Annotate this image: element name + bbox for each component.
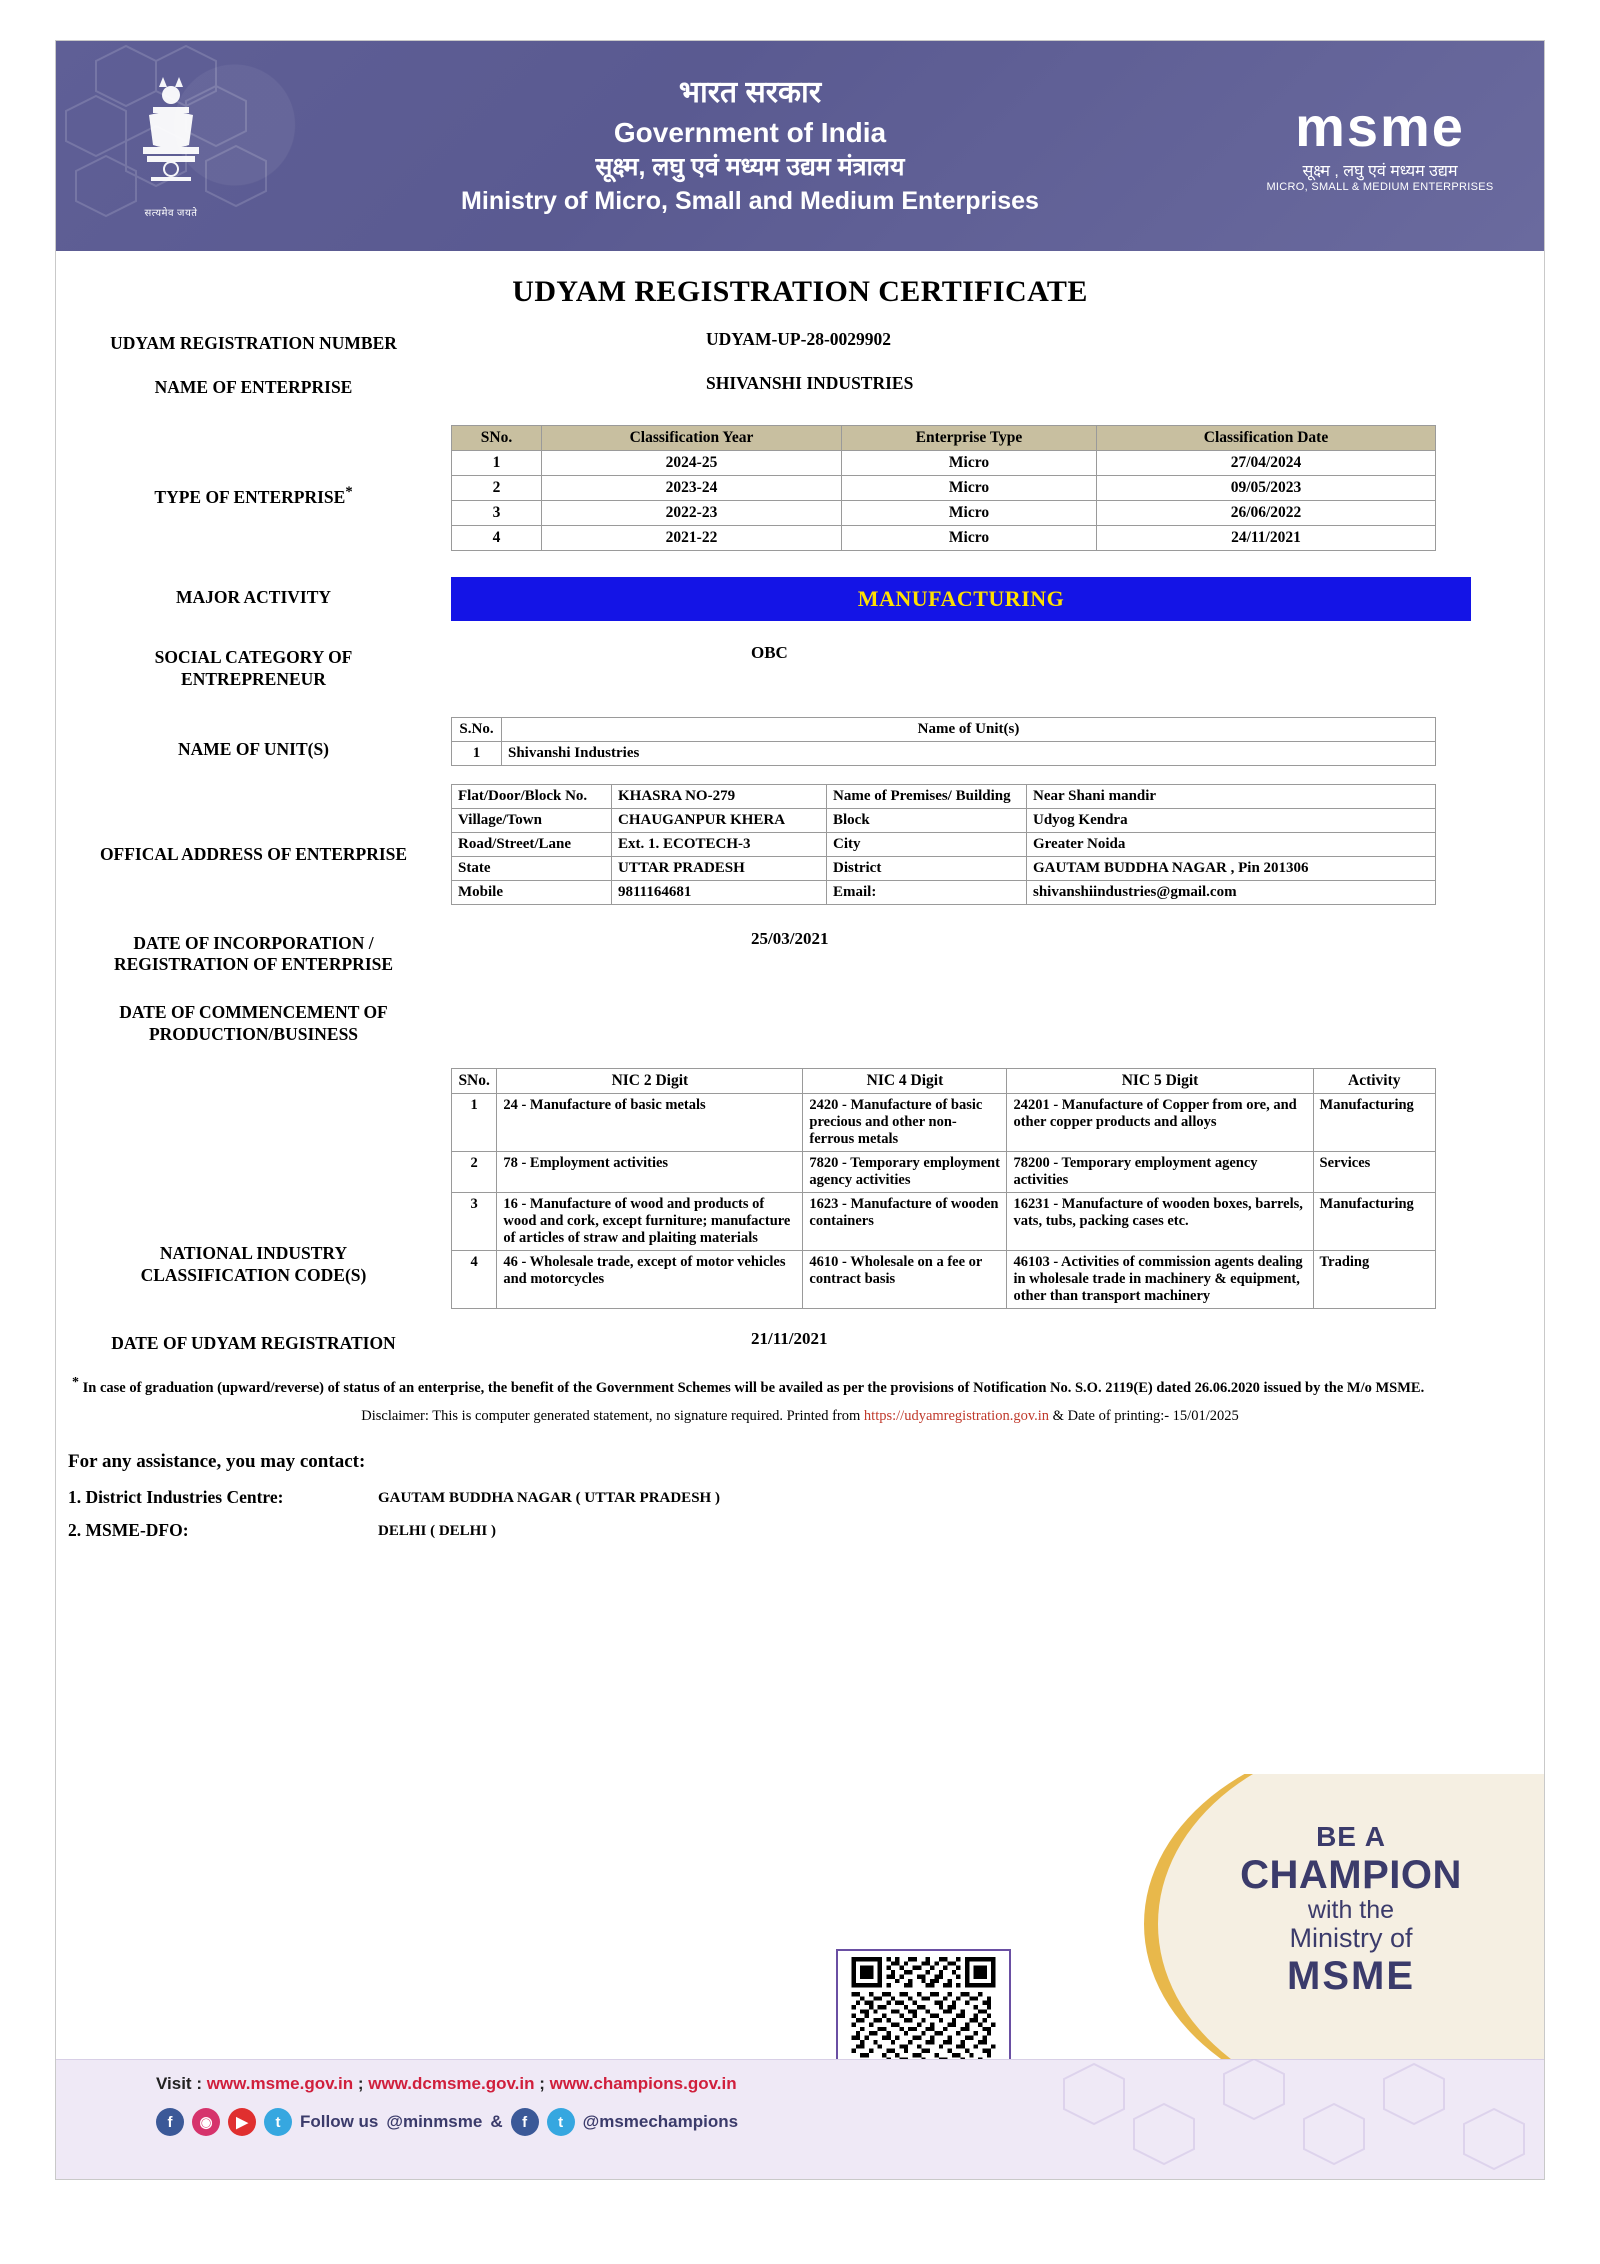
cell-key: State bbox=[452, 856, 612, 880]
col-nic2: NIC 2 Digit bbox=[497, 1069, 803, 1094]
cell-unit-name: Shivanshi Industries bbox=[502, 741, 1436, 765]
table-row bbox=[452, 741, 1436, 765]
cell-key: Mobile bbox=[452, 880, 612, 904]
be-a-champion-artwork bbox=[1114, 1774, 1544, 2084]
header-titles bbox=[256, 73, 1244, 219]
type-of-enterprise-label bbox=[56, 425, 451, 513]
incorporation-date-row bbox=[56, 929, 1544, 981]
table-row bbox=[452, 784, 1436, 808]
msme-logo bbox=[1244, 95, 1544, 193]
enterprise-name-value: SHIVANSHI INDUSTRIES bbox=[706, 372, 914, 393]
disclaimer bbox=[56, 1408, 1544, 1425]
page-header bbox=[56, 41, 1544, 251]
table-row bbox=[452, 832, 1436, 856]
table-row bbox=[452, 1152, 1436, 1193]
cell-sno: 3 bbox=[452, 1193, 497, 1251]
enterprise-name-row bbox=[56, 373, 1544, 403]
handle-msmechampions: @msmechampions bbox=[582, 2112, 739, 2131]
cell-value: Near Shani mandir bbox=[1027, 784, 1436, 808]
champion-line-5: MSME bbox=[1287, 1953, 1415, 1998]
certificate-sheet bbox=[55, 40, 1545, 2180]
cell-nic2: 46 - Wholesale trade, except of motor vehicles and motorcycles bbox=[497, 1251, 803, 1309]
table-header-row bbox=[452, 425, 1436, 450]
national-emblem bbox=[56, 73, 256, 219]
cell-activity: Services bbox=[1313, 1152, 1435, 1193]
hexagon-footer-decoration-icon bbox=[1024, 2059, 1544, 2179]
footer-visit-label: Visit : bbox=[156, 2074, 207, 2093]
footer-band bbox=[56, 2059, 1544, 2179]
table-row bbox=[452, 1094, 1436, 1152]
col-activity: Activity bbox=[1313, 1069, 1435, 1094]
cell-value: Greater Noida bbox=[1027, 832, 1436, 856]
cell-value: shivanshiindustries@gmail.com bbox=[1027, 880, 1436, 904]
cell-value: 9811164681 bbox=[612, 880, 827, 904]
name-of-units-row bbox=[56, 717, 1544, 766]
social-category-value: OBC bbox=[751, 642, 788, 662]
table-header-row bbox=[452, 1069, 1436, 1094]
twitter-icon-2[interactable]: t bbox=[547, 2108, 575, 2136]
contact-key: 2. MSME-DFO: bbox=[68, 1520, 189, 1540]
cell-value: Ext. 1. ECOTECH-3 bbox=[612, 832, 827, 856]
nic-table bbox=[451, 1068, 1436, 1309]
cell-nic5: 46103 - Activities of commission agents dealing in wholesale trade in machinery & equipment, other than transport machinery bbox=[1007, 1251, 1313, 1309]
col-enterprise-type: Enterprise Type bbox=[842, 425, 1097, 450]
major-activity-row bbox=[56, 577, 1544, 621]
nic-codes-row bbox=[56, 1068, 1544, 1309]
type-of-enterprise-label-text: TYPE OF ENTERPRISE bbox=[154, 486, 346, 507]
cell-nic4: 2420 - Manufacture of basic precious and other non-ferrous metals bbox=[803, 1094, 1007, 1152]
table-row bbox=[452, 808, 1436, 832]
table-row bbox=[452, 880, 1436, 904]
cell-key: Flat/Door/Block No. bbox=[452, 784, 612, 808]
champion-line-1: BE A bbox=[1316, 1821, 1386, 1852]
col-sno: SNo. bbox=[452, 425, 542, 450]
cell-type: Micro bbox=[842, 525, 1097, 550]
contact-value: DELHI ( DELHI ) bbox=[378, 1523, 496, 1539]
name-of-units-label: NAME OF UNIT(S) bbox=[177, 738, 329, 759]
cell-value: UTTAR PRADESH bbox=[612, 856, 827, 880]
registration-date-row bbox=[56, 1329, 1544, 1359]
cell-year: 2023-24 bbox=[542, 475, 842, 500]
col-classification-date: Classification Date bbox=[1097, 425, 1436, 450]
table-row bbox=[452, 450, 1436, 475]
cell-nic4: 7820 - Temporary employment agency activities bbox=[803, 1152, 1007, 1193]
champion-line-4: Ministry of bbox=[1289, 1923, 1413, 1954]
cell-sno: 2 bbox=[452, 475, 542, 500]
facebook-icon-2[interactable]: f bbox=[511, 2108, 539, 2136]
cell-key: Road/Street/Lane bbox=[452, 832, 612, 856]
udyam-portal-link[interactable]: https://udyamregistration.gov.in bbox=[863, 1408, 1050, 1424]
official-address-row bbox=[56, 784, 1544, 905]
udyam-number-row bbox=[56, 329, 1544, 359]
udyam-number-value: UDYAM-UP-28-0029902 bbox=[706, 329, 892, 349]
cell-key: Village/Town bbox=[452, 808, 612, 832]
champions-gov-link[interactable]: www.champions.gov.in bbox=[549, 2074, 737, 2093]
ashoka-emblem-icon bbox=[121, 73, 221, 203]
facebook-icon[interactable]: f bbox=[156, 2108, 184, 2136]
handle-minmsme: @minmsme bbox=[386, 2112, 483, 2131]
cell-key: City bbox=[827, 832, 1027, 856]
header-line-ministry: Ministry of Micro, Small and Medium Enterprises bbox=[461, 187, 1039, 216]
champion-line-2: CHAMPION bbox=[1240, 1852, 1462, 1897]
msme-logo-mark: msme bbox=[1295, 95, 1465, 158]
social-category-row bbox=[56, 643, 1544, 695]
cell-year: 2021-22 bbox=[542, 525, 842, 550]
contact-key: 1. District Industries Centre: bbox=[68, 1487, 284, 1507]
table-row bbox=[452, 1251, 1436, 1309]
col-sno: S.No. bbox=[452, 717, 502, 741]
cell-date: 27/04/2024 bbox=[1097, 450, 1436, 475]
social-category-label: SOCIAL CATEGORY OF ENTREPRENEUR bbox=[154, 646, 353, 689]
emblem-motto: सत्यमेव जयते bbox=[144, 208, 198, 219]
cell-key: Name of Premises/ Building bbox=[827, 784, 1027, 808]
type-of-enterprise-asterisk: * bbox=[345, 483, 353, 500]
footnote bbox=[72, 1373, 1528, 1398]
instagram-icon[interactable]: ◉ bbox=[192, 2108, 220, 2136]
cell-value: CHAUGANPUR KHERA bbox=[612, 808, 827, 832]
table-header-row bbox=[452, 717, 1436, 741]
youtube-icon[interactable]: ▶ bbox=[228, 2108, 256, 2136]
commencement-date-label: DATE OF COMMENCEMENT OF PRODUCTION/BUSINESS bbox=[119, 1002, 388, 1045]
registration-date-label: DATE OF UDYAM REGISTRATION bbox=[111, 1333, 396, 1353]
champion-line-3: with the bbox=[1307, 1895, 1395, 1924]
col-nic5: NIC 5 Digit bbox=[1007, 1069, 1313, 1094]
cell-value: Udyog Kendra bbox=[1027, 808, 1436, 832]
cell-nic5: 78200 - Temporary employment agency activities bbox=[1007, 1152, 1313, 1193]
units-table bbox=[451, 717, 1436, 766]
type-of-enterprise-row bbox=[56, 425, 1544, 551]
cell-date: 26/06/2022 bbox=[1097, 500, 1436, 525]
table-row bbox=[452, 500, 1436, 525]
twitter-icon[interactable]: t bbox=[264, 2108, 292, 2136]
commencement-date-row bbox=[56, 998, 1544, 1050]
cell-nic5: 24201 - Manufacture of Copper from ore, and other copper products and alloys bbox=[1007, 1094, 1313, 1152]
cell-activity: Manufacturing bbox=[1313, 1193, 1435, 1251]
type-of-enterprise-table bbox=[451, 425, 1436, 551]
cell-type: Micro bbox=[842, 475, 1097, 500]
table-row bbox=[452, 856, 1436, 880]
cell-sno: 1 bbox=[452, 1094, 497, 1152]
cell-sno: 2 bbox=[452, 1152, 497, 1193]
col-unit-name: Name of Unit(s) bbox=[502, 717, 1436, 741]
col-sno: SNo. bbox=[452, 1069, 497, 1094]
table-row bbox=[452, 525, 1436, 550]
dcmsme-gov-link[interactable]: www.dcmsme.gov.in bbox=[368, 2074, 535, 2093]
nic-codes-label: NATIONAL INDUSTRY CLASSIFICATION CODE(S) bbox=[140, 1243, 367, 1285]
msme-logo-english: MICRO, SMALL & MEDIUM ENTERPRISES bbox=[1266, 181, 1494, 193]
cell-sno: 4 bbox=[452, 525, 542, 550]
incorporation-date-label: DATE OF INCORPORATION / REGISTRATION OF ENTERPRISE bbox=[113, 932, 394, 975]
cell-date: 24/11/2021 bbox=[1097, 525, 1436, 550]
sep1: ; bbox=[353, 2074, 369, 2093]
header-line-hindi-ministry: सूक्ष्म, लघु एवं मध्यम उद्यम मंत्रालय bbox=[595, 153, 905, 182]
incorporation-date-value: 25/03/2021 bbox=[751, 928, 829, 948]
cell-value: GAUTAM BUDDHA NAGAR , Pin 201306 bbox=[1027, 856, 1436, 880]
col-nic4: NIC 4 Digit bbox=[803, 1069, 1007, 1094]
disclaimer-pre: Disclaimer: This is computer generated statement, no signature required. Printed from bbox=[361, 1408, 864, 1424]
msme-logo-hindi: सूक्ष्म , लघु एवं मध्यम उद्यम bbox=[1302, 163, 1458, 180]
cell-key: District bbox=[827, 856, 1027, 880]
cell-nic2: 16 - Manufacture of wood and products of wood and cork, except furniture; manufacture of articles of straw and plaiting materials bbox=[497, 1193, 803, 1251]
header-line-gov-india: Government of India bbox=[613, 116, 887, 148]
cell-nic5: 16231 - Manufacture of wooden boxes, barrels, vats, tubs, packing cases etc. bbox=[1007, 1193, 1313, 1251]
cell-nic4: 4610 - Wholesale on a fee or contract basis bbox=[803, 1251, 1007, 1309]
registration-date-value: 21/11/2021 bbox=[751, 1329, 828, 1348]
col-classification-year: Classification Year bbox=[542, 425, 842, 450]
cell-sno: 1 bbox=[452, 450, 542, 475]
cell-nic2: 78 - Employment activities bbox=[497, 1152, 803, 1193]
cell-type: Micro bbox=[842, 450, 1097, 475]
cell-year: 2024-25 bbox=[542, 450, 842, 475]
table-row bbox=[452, 1193, 1436, 1251]
contact-heading: For any assistance, you may contact: bbox=[68, 1451, 366, 1472]
cell-nic4: 1623 - Manufacture of wooden containers bbox=[803, 1193, 1007, 1251]
enterprise-name-label: NAME OF ENTERPRISE bbox=[154, 376, 353, 397]
table-row bbox=[452, 475, 1436, 500]
official-address-label: OFFICAL ADDRESS OF ENTERPRISE bbox=[99, 843, 408, 864]
follow-label: Follow us bbox=[300, 2112, 379, 2131]
champion-text bbox=[1186, 1822, 1516, 1998]
contact-item-dfo bbox=[68, 1520, 1544, 1541]
cell-type: Micro bbox=[842, 500, 1097, 525]
cell-sno: 3 bbox=[452, 500, 542, 525]
major-activity-value: MANUFACTURING bbox=[451, 577, 1471, 621]
footnote-asterisk: * bbox=[72, 1374, 79, 1390]
cell-key: Block bbox=[827, 808, 1027, 832]
cell-activity: Trading bbox=[1313, 1251, 1435, 1309]
cell-year: 2022-23 bbox=[542, 500, 842, 525]
contact-value: GAUTAM BUDDHA NAGAR ( UTTAR PRADESH ) bbox=[378, 1490, 720, 1506]
address-table bbox=[451, 784, 1436, 905]
major-activity-label: MAJOR ACTIVITY bbox=[175, 586, 332, 607]
contact-item-dic bbox=[68, 1487, 1544, 1508]
cell-sno: 1 bbox=[452, 741, 502, 765]
cell-sno: 4 bbox=[452, 1251, 497, 1309]
sep2: ; bbox=[534, 2074, 550, 2093]
cell-nic2: 24 - Manufacture of basic metals bbox=[497, 1094, 803, 1152]
udyam-number-label: UDYAM REGISTRATION NUMBER bbox=[110, 333, 397, 353]
footnote-text: In case of graduation (upward/reverse) of status of an enterprise, the benefit of the Government Schemes will be availed as per the provisions of Notification No. S.O. 2119(E) dated 26.06.2020 issued by the M/o MSME. bbox=[82, 1379, 1425, 1396]
page-title: UDYAM REGISTRATION CERTIFICATE bbox=[512, 275, 1088, 308]
msme-gov-link[interactable]: www.msme.gov.in bbox=[206, 2074, 354, 2093]
cell-activity: Manufacturing bbox=[1313, 1094, 1435, 1152]
header-line-hindi-gov: भारत सरकार bbox=[678, 76, 822, 110]
disclaimer-post: & Date of printing:- 15/01/2025 bbox=[1049, 1408, 1239, 1424]
ampersand: & bbox=[490, 2112, 503, 2131]
cell-value: KHASRA NO-279 bbox=[612, 784, 827, 808]
cell-date: 09/05/2023 bbox=[1097, 475, 1436, 500]
cell-key: Email: bbox=[827, 880, 1027, 904]
